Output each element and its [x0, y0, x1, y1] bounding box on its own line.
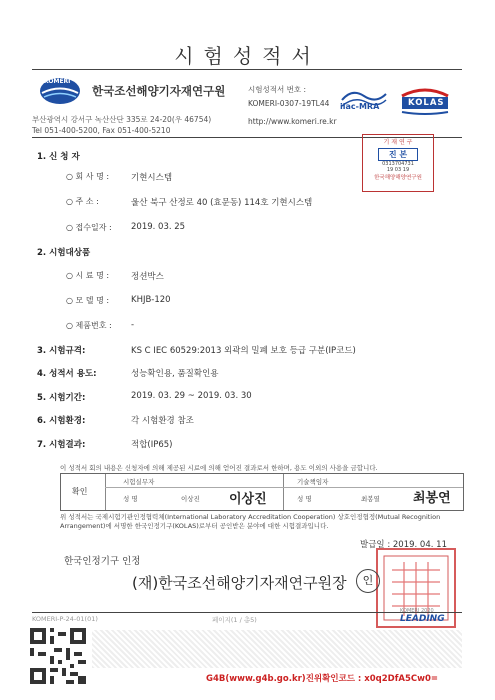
tester-name: 이상진: [181, 495, 200, 503]
footer-rule: [32, 612, 462, 613]
section-standard-heading: 3. 시험규격:: [37, 346, 86, 356]
serial-label: ○ 제품번호 :: [66, 321, 112, 330]
manager-signature: 최봉연: [413, 491, 451, 506]
bullet-icon: ○: [66, 271, 76, 280]
bullet-icon: ○: [66, 296, 76, 305]
page-info: 페이지(1 / 총5): [212, 616, 257, 624]
cert-no-label: 시험성적서 번호 :: [248, 85, 307, 94]
address-value: 울산 북구 산정로 40 (효문동) 114호 기현시스템: [131, 198, 313, 208]
serial-value: -: [131, 320, 135, 330]
section-period-value: 2019. 03. 29 ~ 2019. 03. 30: [131, 391, 252, 401]
komeri-logo: [38, 76, 82, 106]
manager-title: 기술책임자: [297, 478, 329, 486]
company-label: ○ 회 사 명 :: [66, 172, 110, 181]
company-value: 기현시스템: [131, 173, 173, 183]
section-environment-heading: 6. 시험환경:: [37, 416, 86, 426]
section-result-value: 적합(IP65): [131, 440, 173, 450]
stamp-sub2: 19 03 19: [386, 167, 410, 173]
manager-name: 최봉열: [361, 495, 380, 503]
stamp-bottom: 한국해양해양연구원: [374, 175, 422, 181]
bullet-icon: ○: [66, 172, 76, 181]
director-name: (재)한국조선해양기자재연구원장: [132, 574, 347, 592]
confirm-row-rule: [105, 487, 463, 488]
tester-role: 성 명: [123, 495, 138, 503]
leading-logo: [400, 608, 460, 628]
original-stamp: [362, 134, 434, 192]
bullet-icon: ○: [66, 223, 76, 232]
title-rule: [32, 69, 462, 70]
sample-value: 정션박스: [131, 272, 164, 282]
org-phone-fax: Tel 051-400-5200, Fax 051-400-5210: [32, 126, 171, 135]
bullet-icon: ○: [66, 197, 76, 206]
cert-no: KOMERI-0307-19TL44: [248, 99, 330, 108]
director-seal-mark: 인: [356, 569, 380, 593]
usage-notice: 이 성적서 회의 내용은 신청자에 의해 제공된 시료에 의해 얻어진 결과로서 한하며, 용도 이외의 사용을 금합니다.: [60, 464, 378, 472]
confirm-divider: [283, 474, 284, 510]
section-period-heading: 5. 시험기간:: [37, 393, 86, 403]
section-result-heading: 7. 시험결과:: [37, 440, 86, 450]
tester-signature: 이상진: [229, 492, 267, 507]
qr-code: [30, 628, 86, 684]
section-purpose-value: 성능확인용, 품질확인용: [131, 369, 219, 379]
section-environment-value: 각 시험환경 참조: [131, 416, 194, 426]
document-title: 시험성적서: [174, 44, 321, 68]
tester-title: 시험실무자: [123, 478, 155, 486]
leading-sub: KOMERI 2020: [400, 608, 434, 614]
leading-text: LEADING: [400, 614, 445, 624]
mra-statement: 위 성적서는 국제시험기관인정협력체(International Laboratory Accreditation Cooperation) 상호인정협정(Mutual Recognition Arrangement)에 서명한 한국인정기구(KOLAS)로부터 공인받은 분야에 대한 시험결과입니다.: [60, 513, 441, 530]
stamp-top-text: 기 재 연 구: [383, 139, 413, 146]
org-address: 부산광역시 강서구 녹산산단 335로 24-20(우 46754): [32, 115, 212, 124]
org-name: 한국조선해양기자재연구원: [92, 84, 226, 98]
verify-code: G4B(www.g4b.go.kr)진위확인코드 : x0q2DfA5Cw0=: [206, 674, 439, 684]
ilac-mra-logo: [340, 88, 388, 114]
issue-date: 발급일 : 2019. 04. 11: [360, 540, 447, 550]
confirm-label: 확인: [72, 487, 88, 496]
date-value: 2019. 03. 25: [131, 222, 186, 232]
kolas-text: KOLAS: [408, 98, 445, 108]
website: http://www.komeri.re.kr: [248, 117, 337, 126]
kolas-accredit: 한국인정기구 인정: [64, 556, 141, 567]
ilac-text: ilac-MRA: [340, 102, 380, 111]
stamp-main: 진 본: [378, 148, 418, 161]
bullet-icon: ○: [66, 321, 76, 330]
sample-label: ○ 시 료 명 :: [66, 271, 110, 280]
date-label: ○ 접수일자 :: [66, 223, 112, 232]
logo-text: KOMERI: [44, 78, 71, 85]
address-label: ○ 주 소 :: [66, 197, 99, 206]
section-applicant-heading: 1. 신 청 자: [37, 152, 80, 162]
model-value: KHJB-120: [131, 295, 171, 305]
model-label: ○ 모 델 명 :: [66, 296, 110, 305]
form-no: KOMERI-P-24-01(01): [32, 615, 98, 623]
manager-role: 성 명: [297, 495, 312, 503]
confirm-divider: [105, 474, 106, 510]
section-standard-value: KS C IEC 60529:2013 외곽의 밀폐 보호 등급 구분(IP코드): [131, 346, 356, 356]
section-subject-heading: 2. 시험대상품: [37, 248, 91, 258]
section-purpose-heading: 4. 성적서 용도:: [37, 369, 97, 379]
confirm-table: [60, 473, 464, 511]
kolas-logo: [398, 86, 452, 116]
stamp-sub1: 0313704731: [382, 161, 414, 167]
security-pattern: [92, 630, 462, 668]
